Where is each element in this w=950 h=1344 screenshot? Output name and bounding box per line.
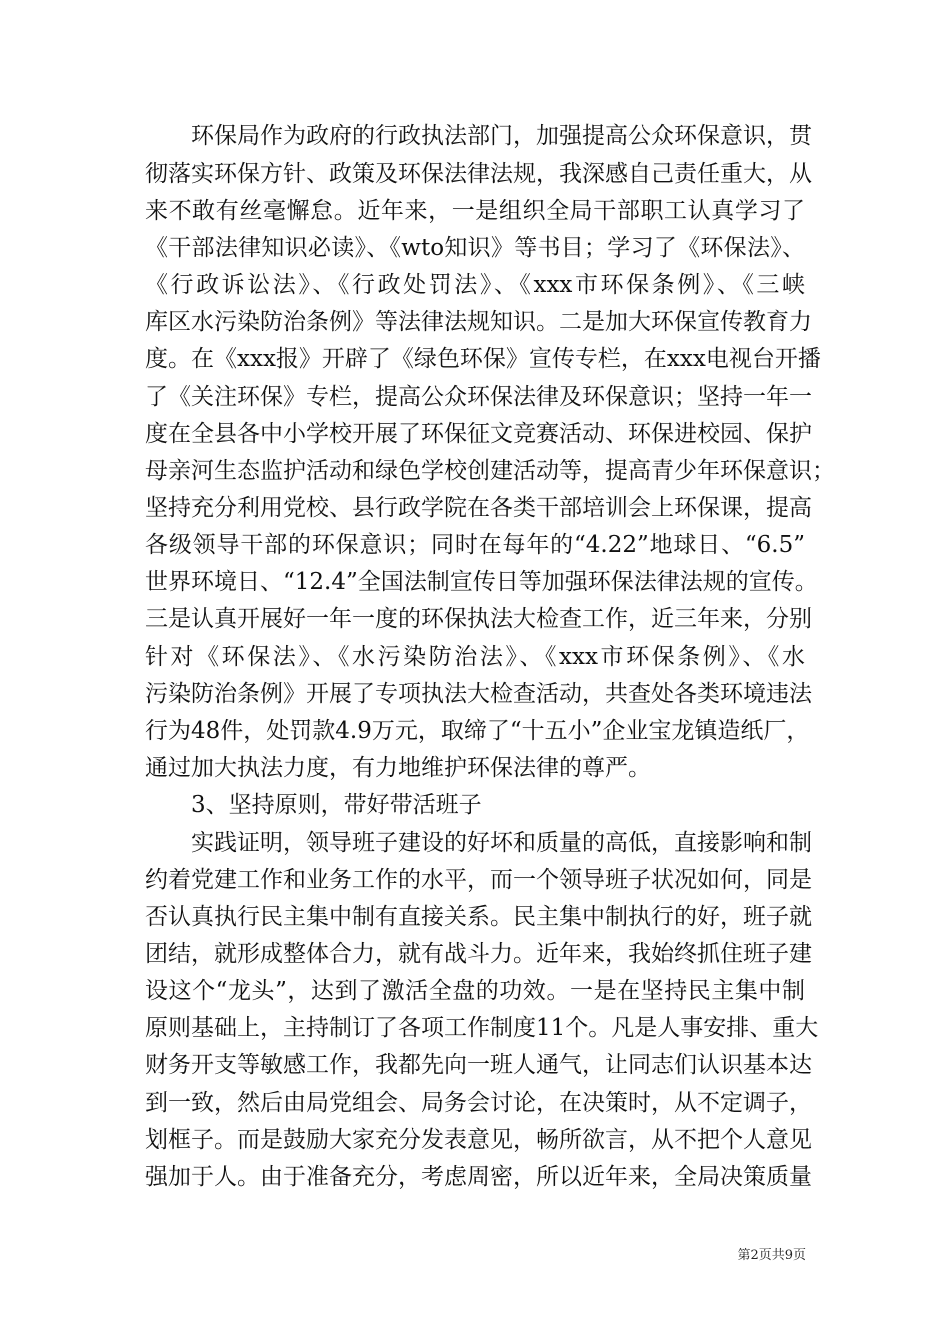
text-line: 各级领导干部的环保意识；同时在每年的“4.22”地球日、“6.5” xyxy=(145,532,805,558)
text-line: 了《关注环保》专栏，提高公众环保法律及环保意识；坚持一年一 xyxy=(145,384,812,410)
text-line: 针对《环保法》、《水污染防治法》、《xxx市环保条例》、《水 xyxy=(145,644,805,670)
text-line: 库区水污染防治条例》等法律法规知识。二是加大环保宣传教育力 xyxy=(145,309,812,335)
text-line: 污染防治条例》开展了专项执法大检查活动，共查处各类环境违法 xyxy=(145,681,812,707)
text-line: 行为48件，处罚款4.9万元，取缔了“十五小”企业宝龙镇造纸厂， xyxy=(145,718,810,744)
text-line: 约着党建工作和业务工作的水平，而一个领导班子状况如何，同是 xyxy=(145,867,812,893)
text-line: 实践证明，领导班子建设的好坏和质量的高低，直接影响和制 xyxy=(191,830,812,856)
text-line: 《行政诉讼法》、《行政处罚法》、《xxx市环保条例》、《三峡 xyxy=(145,272,805,298)
text-line: 财务开支等敏感工作，我都先向一班人通气，让同志们认识基本达 xyxy=(145,1052,812,1078)
text-line: 环保局作为政府的行政执法部门，加强提高公众环保意识，贯 xyxy=(191,123,812,149)
text-line: 原则基础上，主持制订了各项工作制度11个。凡是人事安排、重大 xyxy=(145,1015,819,1041)
text-line: 通过加大执法力度，有力地维护环保法律的尊严。 xyxy=(145,755,651,781)
text-line: 划框子。而是鼓励大家充分发表意见，畅所欲言，从不把个人意见 xyxy=(145,1127,812,1153)
page-indicator: 第2页共9页 xyxy=(737,1248,806,1263)
text-line: 强加于人。由于准备充分，考虑周密，所以近年来，全局决策质量 xyxy=(145,1164,812,1190)
text-line: 否认真执行民主集中制有直接关系。民主集中制执行的好，班子就 xyxy=(145,904,812,930)
text-line: 到一致，然后由局党组会、局务会讨论，在决策时，从不定调子， xyxy=(145,1090,812,1116)
text-line: 团结，就形成整体合力，就有战斗力。近年来，我始终抓住班子建 xyxy=(145,941,812,967)
text-line: 来不敢有丝毫懈怠。近年来，一是组织全局干部职工认真学习了 xyxy=(145,198,805,224)
section-heading: 3、坚持原则，带好带活班子 xyxy=(191,792,482,818)
text-line: 三是认真开展好一年一度的环保执法大检查工作，近三年来，分别 xyxy=(145,606,812,632)
text-line: 《干部法律知识必读》、《wto知识》等书目；学习了《环保法》、 xyxy=(145,235,805,261)
text-line: 母亲河生态监护活动和绿色学校创建活动等，提高青少年环保意识； xyxy=(145,458,835,484)
text-line: 世界环境日、“12.4”全国法制宣传日等加强环保法律法规的宣传。 xyxy=(145,569,818,595)
text-line: 度在全县各中小学校开展了环保征文竞赛活动、环保进校园、保护 xyxy=(145,421,812,447)
text-line: 坚持充分利用党校、县行政学院在各类干部培训会上环保课，提高 xyxy=(145,495,812,521)
text-line: 设这个“龙头”，达到了激活全盘的功效。一是在坚持民主集中制 xyxy=(145,978,805,1004)
text-line: 彻落实环保方针、政策及环保法律法规，我深感自己责任重大，从 xyxy=(145,161,812,187)
text-line: 度。在《xxx报》开辟了《绿色环保》宣传专栏，在xxx电视台开播 xyxy=(145,346,821,372)
